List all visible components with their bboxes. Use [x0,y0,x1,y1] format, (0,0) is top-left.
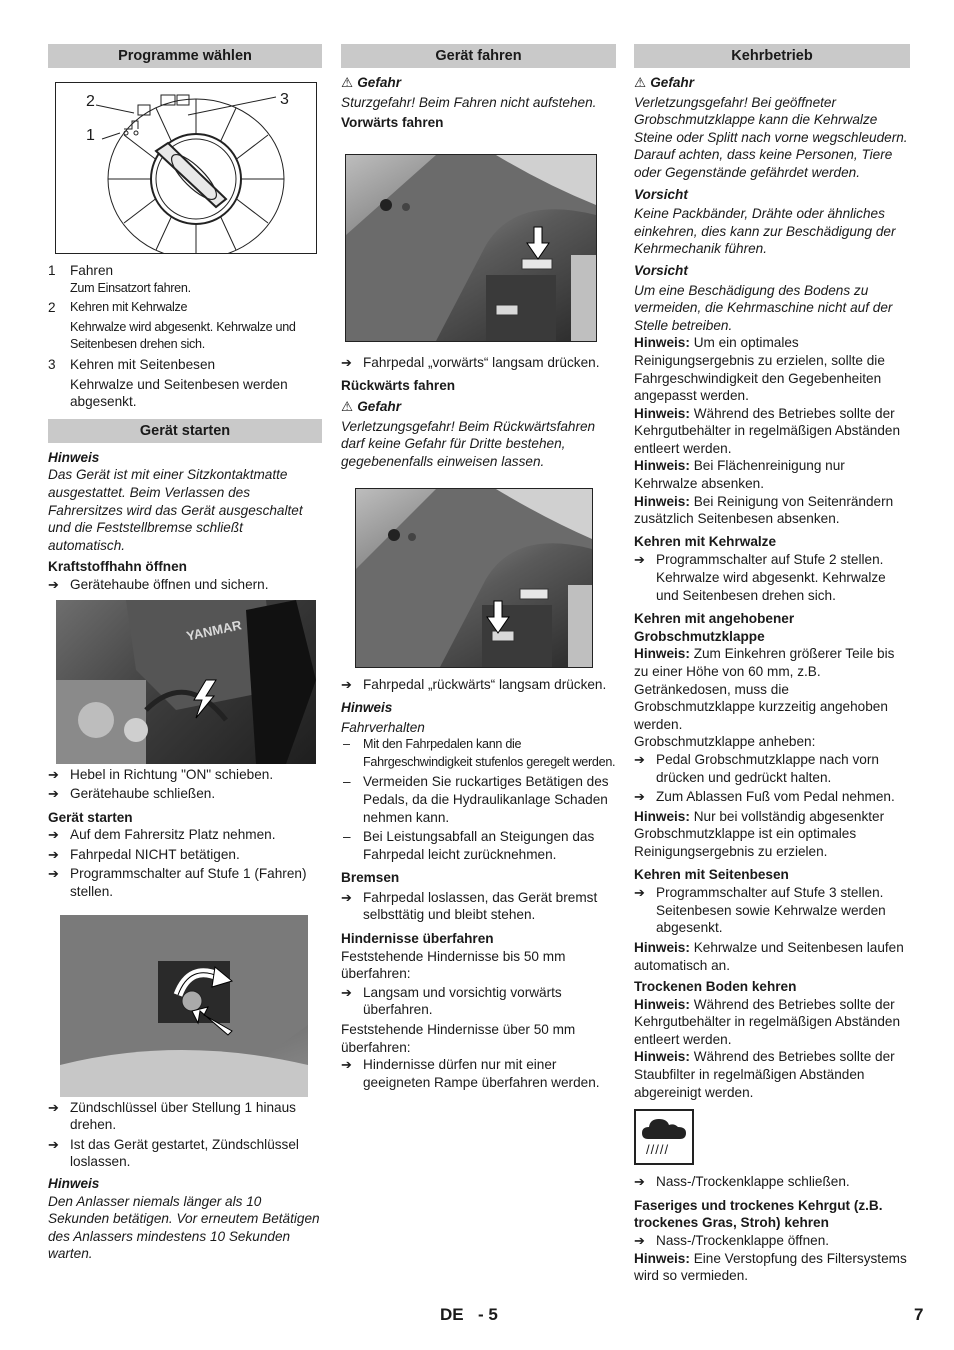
grobschmutz-text: Grobschmutzklappe anheben: [634,734,816,750]
fahrverhalten-label: Fahrverhalten [341,719,425,735]
grobschmutz-note: Hinweis: Zum Einkehren größerer Teile bis zu einer Höhe von 60 mm, z.B. Getränkedosen, muss die Grobschmutzklappe kurzzeitig angehoben werden. [634,646,895,732]
danger-text: Verletzungsgefahr! Bei geöffneter Grobschmutzklappe kann die Kehrwalze Steine oder Splitt nach vorne wegschleudern. Darauf achten, dass keine Personen, Tiere oder Gegenstände gefährdet werden. [634,94,908,180]
hinweis-title: Hinweis [48,449,100,465]
rain-symbol-box [634,1109,694,1165]
obstacles-text-2: Feststehende Hindernisse über 50 mm überfahren: [341,1022,576,1055]
warning-triangle-icon: ⚠ [341,398,354,414]
key-step-2: ➔ Ist das Gerät gestartet, Zündschlüssel loslassen. [48,1136,299,1170]
note-2: Hinweis: Während des Betriebes sollte der Kehrgutbehälter in regelmäßigen Abständen entleert werden. [634,405,901,456]
arrow-right-icon: ➔ [48,766,59,782]
arrow-right-icon: ➔ [341,1057,352,1073]
caution-2-text: Um eine Beschädigung des Bodens zu vermeiden, die Kehrmaschine nicht auf der Stelle betreiben. [634,282,893,333]
column-2 [341,44,616,1091]
fuel-step-2: ➔ Hebel in Richtung "ON" schieben. [48,766,274,782]
prog-item-2: 2 Kehren mit Kehrwalze Kehrwalze wird abgesenkt. Kehrwalze und Seitenbesen drehen sich. [48,300,296,352]
arrow-right-icon: ➔ [48,786,59,802]
obstacles-step-2: ➔ Hindernisse dürfen nur mit einer geeigneten Rampe überfahren werden. [341,1057,600,1090]
column-1 [48,44,322,1263]
warning-triangle-icon: ⚠ [634,75,647,90]
faserig-heading: Faseriges und trockenes Kehrgut (z.B. trockenes Gras, Stroh) kehren [634,1197,883,1231]
photo-ignition-key [60,915,308,1097]
note-3: Hinweis: Bei Flächenreinigung nur Kehrwalze absenken. [634,458,845,492]
note-1: Hinweis: Um ein optimales Reinigungsergebnis zu erzielen, sollte die Fahrgeschwindigkeit den Gegebenheiten angepasst werden. [634,335,885,404]
arrow-right-icon: ➔ [341,889,352,905]
footer-page-number: 7 [914,1305,924,1324]
start-step-3: ➔ Programmschalter auf Stufe 1 (Fahren) stellen. [48,866,307,900]
trocken-heading: Trockenen Boden kehren [634,979,797,995]
faserig-step: ➔ Nass-/Trockenklappe öffnen. [634,1233,830,1249]
danger-title: ⚠ Gefahr [634,75,695,90]
caution-2-title: Vorsicht [634,262,688,278]
arrow-right-icon: ➔ [48,1099,59,1115]
dial-label-2: 2 [86,93,95,110]
obstacles-text-1: Feststehende Hindernisse bis 50 mm überfahren: [341,948,566,982]
arrow-right-icon: ➔ [634,885,645,901]
arrow-right-icon: ➔ [48,866,59,882]
photo-engine-fuel-valve [56,600,316,764]
dash-item-2: – Vermeiden Sie ruckartiges Betätigen des Pedals, da die Hydraulikanlage Schaden nehmen kann. [343,774,609,825]
hinweis2-text: Den Anlasser niemals länger als 10 Sekunden betätigen. Vor erneutem Betätigen des Anlassers mindestens 10 Sekunden warten. [48,1193,320,1262]
arrow-right-icon: ➔ [634,751,645,767]
grobschmutz-step-2: ➔ Zum Ablassen Fuß vom Pedal nehmen. [634,789,895,805]
fuel-step-3: ➔ Gerätehaube schließen. [48,786,216,802]
kehrwalze-heading: Kehren mit Kehrwalze [634,533,777,549]
prog-item-1: 1 Fahren Zum Einsatzort fahren. [48,263,191,295]
hinweis-text: Das Gerät ist mit einer Sitzkontaktmatte ausgestattet. Beim Verlassen des Fahrersitzes wird das Gerät ausgeschaltet und die Feststellbremse schließt automatisch. [48,467,303,553]
note-4: Hinweis: Bei Reinigung von Seitenrändern zusätzlich Seitenbesen absenken. [634,493,894,527]
rain-lines: ///// [646,1142,670,1158]
danger-1-title: ⚠ Gefahr [341,75,402,90]
warning-triangle-icon: ⚠ [341,75,354,90]
dash-item-3: – Bei Leistungsabfall an Steigungen das Fahrpedal leicht zurücknehmen. [343,829,595,862]
program-dial-figure [55,82,317,254]
reverse-pedal-drawing [356,489,592,667]
trocken-step: ➔ Nass-/Trockenklappe schließen. [634,1174,850,1190]
start-heading: Gerät starten [48,809,133,825]
start-step-2: ➔ Fahrpedal NICHT betätigen. [48,846,240,862]
obstacles-step-1: ➔ Langsam und vorsichtig vorwärts überfahren. [341,984,562,1018]
arrow-right-icon: ➔ [634,552,645,568]
forward-heading: Vorwärts fahren [341,115,444,131]
faserig-note: Hinweis: Eine Verstopfung des Filtersystems wird so vermieden. [634,1250,907,1284]
photo-pedal-reverse [355,488,593,668]
cloud-icon [636,1113,692,1143]
section-heading-fahren: Gerät fahren [341,44,616,68]
kehrwalze-step: ➔ Programmschalter auf Stufe 2 stellen. Kehrwalze wird abgesenkt. Kehrwalze und Seitenbesen drehen sich. [634,552,886,603]
section-heading-programme: Programme wählen [48,44,322,68]
footer-page-sub: - 5 [478,1305,498,1324]
caution-1-text: Keine Packbänder, Drähte oder ähnliches einkehren, dies kann zur Beschädigung der Kehrmechanik führen. [634,206,896,257]
grobschmutz-heading: Kehren mit angehobener Grobschmutzklappe [634,611,795,644]
trocken-note-2: Hinweis: Während des Betriebes sollte der Staubfilter in regelmäßigen Abständen abgereinigt werden. [634,1049,895,1100]
arrow-right-icon: ➔ [341,984,352,1000]
arrow-right-icon: ➔ [48,846,59,862]
engine-brand-logo: YANMAR [184,616,243,644]
column-3 [634,44,910,1285]
danger-1-text: Sturzgefahr! Beim Fahren nicht aufstehen. [341,94,597,110]
arrow-right-icon: ➔ [634,1233,645,1249]
arrow-right-icon: ➔ [634,789,645,805]
caution-1-title: Vorsicht [634,186,688,202]
arrow-right-icon: ➔ [341,677,352,693]
reverse-step: ➔ Fahrpedal „rückwärts“ langsam drücken. [341,677,607,693]
arrow-right-icon: ➔ [48,827,59,843]
engine-photo-drawing [56,600,316,764]
arrow-right-icon: ➔ [341,354,352,370]
fuel-heading: Kraftstoffhahn öffnen [48,559,187,575]
hinweis2-title: Hinweis [48,1176,100,1192]
arrow-right-icon: ➔ [634,1174,645,1190]
start-step-1: ➔ Auf dem Fahrersitz Platz nehmen. [48,827,276,843]
brake-step: ➔ Fahrpedal loslassen, das Gerät bremst selbsttätig und bleibt stehen. [341,889,598,923]
forward-step: ➔ Fahrpedal „vorwärts“ langsam drücken. [341,354,600,370]
seitenbesen-step: ➔ Programmschalter auf Stufe 3 stellen. Seitenbesen sowie Kehrwalze werden abgesenkt. [634,885,886,936]
footer-language: DE [440,1305,464,1324]
hinweis-title: Hinweis [341,699,393,715]
grobschmutz-step-1: ➔ Pedal Grobschmutzklappe nach vorn drücken und gedrückt halten. [634,751,879,785]
section-heading-kehrbetrieb: Kehrbetrieb [634,44,910,68]
key-step-1: ➔ Zündschlüssel über Stellung 1 hinaus drehen. [48,1099,296,1133]
photo-pedal-forward [345,154,597,342]
forward-pedal-drawing [346,155,596,341]
reverse-heading: Rückwärts fahren [341,378,456,394]
seitenbesen-heading: Kehren mit Seitenbesen [634,866,789,882]
dash-item-1: – Mit den Fahrpedalen kann die Fahrgeschwindigkeit stufenlos geregelt werden. [343,737,616,769]
section-heading-start: Gerät starten [48,419,322,443]
dial-drawing [56,83,316,253]
fuel-step-1: ➔ Gerätehaube öffnen und sichern. [48,576,269,592]
arrow-right-icon: ➔ [48,1136,59,1152]
ignition-photo-drawing [60,915,308,1097]
dial-label-1: 1 [86,127,95,144]
obstacles-heading: Hindernisse überfahren [341,931,494,947]
danger-2-text: Verletzungsgefahr! Beim Rückwärtsfahren darf keine Gefahr für Dritte bestehen, gegebenenfalls einweisen lassen. [341,418,596,469]
grobschmutz-note-2: Hinweis: Nur bei vollständig abgesenkter Grobschmutzklappe ist ein optimales Reinigungsergebnis zu erzielen. [634,808,885,859]
trocken-note-1: Hinweis: Während des Betriebes sollte der Kehrgutbehälter in regelmäßigen Abständen entleert werden. [634,996,901,1047]
seitenbesen-note: Hinweis: Kehrwalze und Seitenbesen laufen automatisch an. [634,939,904,973]
brake-heading: Bremsen [341,870,400,886]
arrow-right-icon: ➔ [48,576,59,592]
prog-item-3: 3 Kehren mit Seitenbesen Kehrwalze und Seitenbesen werden abgesenkt. [48,356,288,410]
danger-2-title: ⚠ Gefahr [341,398,402,414]
dial-label-3: 3 [280,91,289,108]
